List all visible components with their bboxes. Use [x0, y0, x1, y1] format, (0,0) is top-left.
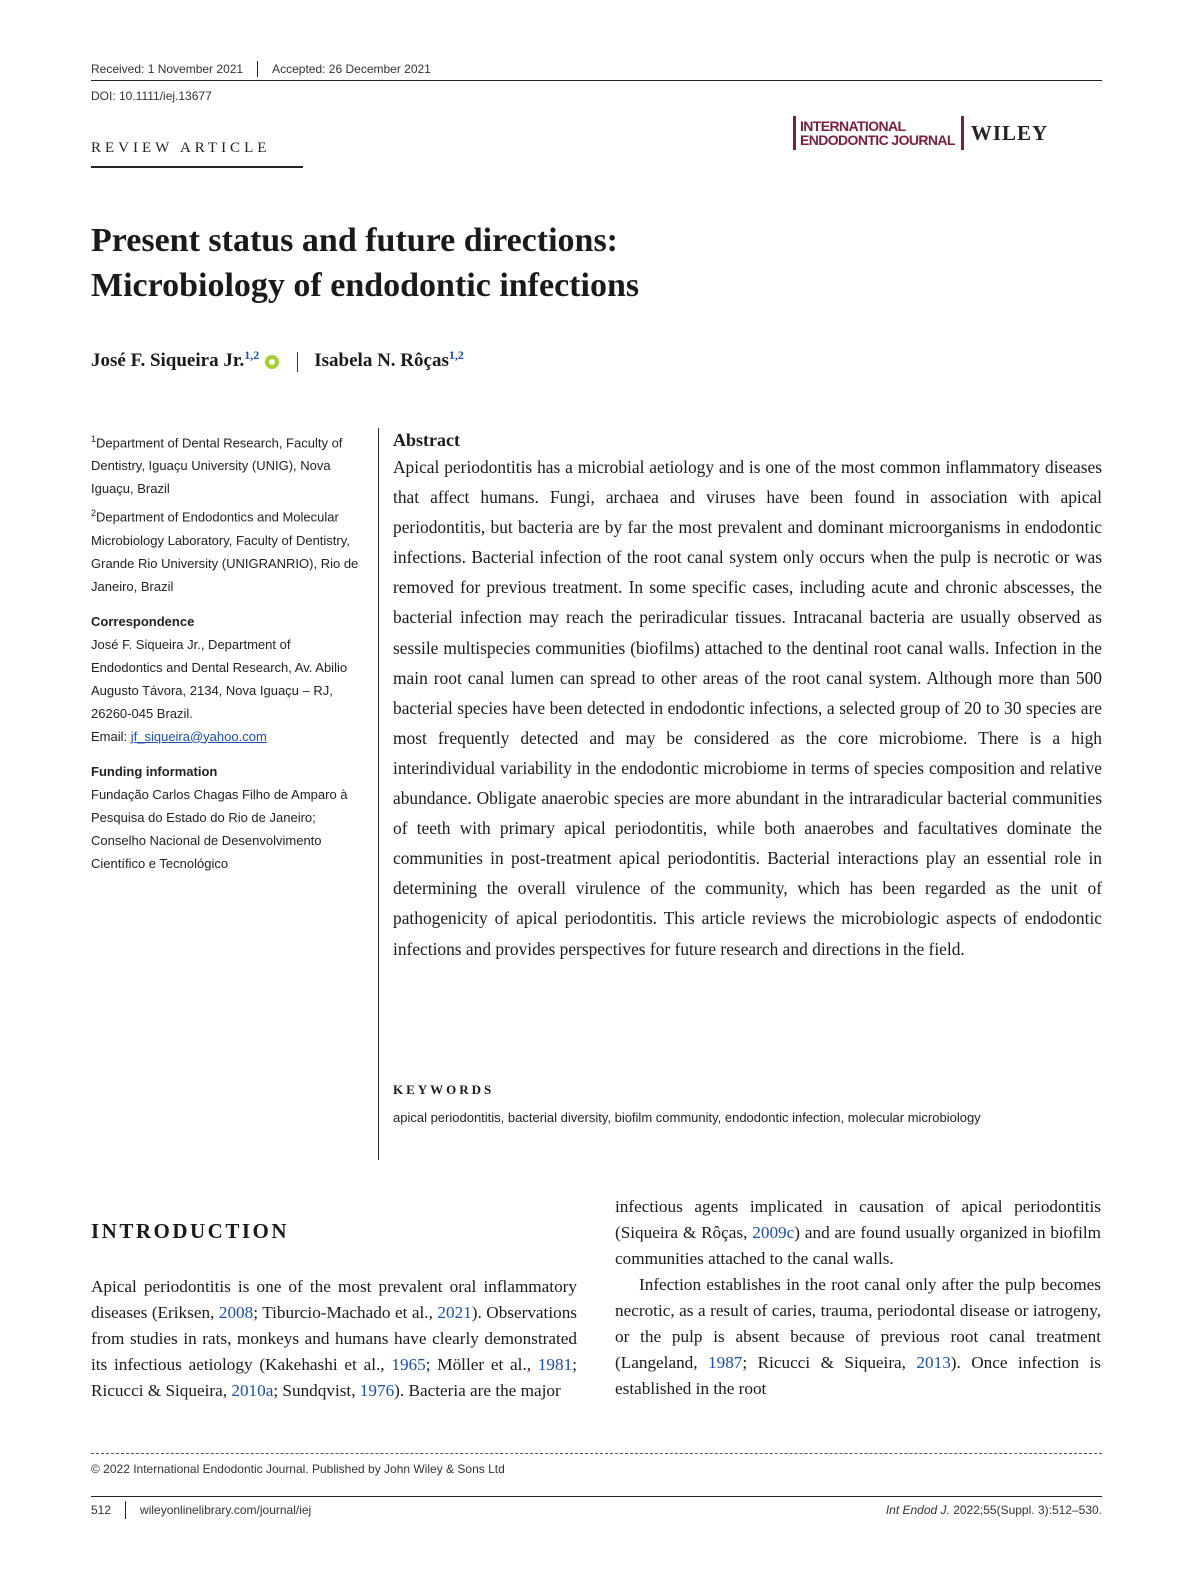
introduction-heading: INTRODUCTION [91, 1219, 290, 1243]
accepted-date: Accepted: 26 December 2021 [272, 62, 431, 76]
logo-bar [793, 116, 796, 150]
publication-dates [91, 61, 431, 77]
citation-details: 2022;55(Suppl. 3):512–530. [949, 1503, 1102, 1517]
citation-link[interactable]: 2021 [437, 1303, 472, 1322]
author-affiliation-marker[interactable]: 1,2 [244, 348, 260, 362]
column-divider [378, 428, 379, 1160]
citation-link[interactable]: 1965 [391, 1355, 426, 1374]
front-matter-sidebar [91, 428, 361, 875]
text-run: ; Ricucci & Siqueira, [91, 1355, 577, 1400]
citation-link[interactable]: 2009c [752, 1223, 795, 1242]
publisher-logo: WILEY [970, 120, 1049, 145]
citation-link[interactable]: 1987 [708, 1353, 743, 1372]
text-run: ; Tiburcio-Machado et al., [253, 1303, 438, 1322]
article-type-underline [91, 166, 303, 168]
journal-name-line2: ENDODONTIC JOURNAL [800, 132, 955, 148]
citation-link[interactable]: 1976 [359, 1381, 395, 1400]
copyright-notice: © 2022 International Endodontic Journal. Published by John Wiley & Sons Ltd [91, 1462, 505, 1476]
author-name[interactable]: Isabela N. Rôças [314, 350, 449, 371]
funding-text: Fundação Carlos Chagas Filho de Amparo à Pesquisa do Estado do Rio de Janeiro; Conselho Nacional de Desenvolvimento Científico e Tecnológico [91, 786, 348, 871]
email-link[interactable]: jf_siqueira@yahoo.com [130, 728, 267, 744]
author-affiliation-marker[interactable]: 1,2 [448, 348, 464, 362]
citation-journal: Int Endod J. [885, 1503, 950, 1517]
journal-url[interactable]: wileyonlinelibrary.com/journal/iej [140, 1503, 312, 1517]
date-divider [257, 61, 258, 77]
article-type: REVIEW ARTICLE [91, 140, 271, 156]
affiliation [91, 428, 361, 500]
funding-heading: Funding information [91, 763, 218, 779]
author-list [91, 350, 464, 372]
affiliation-text: Department of Endodontics and Molecular Microbiology Laboratory, Faculty of Dentistry, Grande Rio University (UNIGRANRIO), Rio de Janeiro, Brazil [91, 509, 359, 594]
paragraph [91, 1274, 577, 1404]
abstract-heading: Abstract [393, 430, 460, 450]
citation-link[interactable]: 2008 [218, 1303, 254, 1322]
doi[interactable]: DOI: 10.1111/iej.13677 [91, 89, 212, 103]
text-run: ). Once infection is established in the root [615, 1353, 1101, 1398]
footnote-rule [91, 1453, 1102, 1454]
title-line2: Microbiology of endodontic infections [91, 267, 640, 304]
text-run: Infection establishes in the root canal only after the pulp becomes necrotic, as a result of caries, trauma, periodontal disease or iatrogeny, or the pulp is absent because of previous root canal treatment (Langeland, [615, 1275, 1101, 1372]
citation-link[interactable]: 1981 [537, 1355, 573, 1374]
keywords-heading: KEYWORDS [393, 1082, 495, 1097]
footer-rule [91, 1496, 1102, 1497]
page-number: 512 [91, 1503, 112, 1517]
paragraph [615, 1194, 1101, 1272]
affiliation-number: 1 [91, 434, 97, 444]
author-name[interactable]: José F. Siqueira Jr. [91, 350, 245, 371]
keywords-text: apical periodontitis, bacterial diversity, biofilm community, endodontic infection, molecular microbiology [393, 1110, 981, 1125]
journal-name-line1: INTERNATIONAL [800, 118, 906, 134]
paragraph [615, 1272, 1101, 1402]
orcid-icon[interactable] [265, 355, 279, 369]
text-run: Apical periodontitis is one of the most prevalent oral inflammatory diseases (Eriksen, [91, 1277, 577, 1322]
text-run: ) and are found usually organized in biofilm communities attached to the canal walls. [615, 1223, 1101, 1268]
text-run: ; Sundqvist, [273, 1381, 360, 1400]
text-run: infectious agents implicated in causation of apical periodontitis (Siqueira & Rôças, [615, 1197, 1101, 1242]
correspondence-text: José F. Siqueira Jr., Department of Endodontics and Dental Research, Av. Abilio Augusto Távora, 2134, Nova Iguaçu – RJ, 26260-045 Brazil. [91, 636, 348, 721]
text-run: ; Ricucci & Siqueira, [742, 1353, 917, 1372]
journal-name [800, 119, 955, 147]
abstract [393, 428, 1102, 964]
received-date: Received: 1 November 2021 [91, 62, 244, 76]
text-run: ). Bacteria are the major [394, 1381, 561, 1400]
author-divider [297, 352, 298, 372]
text-run: ; Möller et al., [425, 1355, 538, 1374]
citation-link[interactable]: 2013 [916, 1353, 951, 1372]
affiliation-text: Department of Dental Research, Faculty of Dentistry, Iguaçu University (UNIG), Nova Iguaçu, Brazil [91, 435, 343, 497]
affiliation [91, 502, 361, 597]
logo-divider [961, 116, 964, 150]
text-run: ). Observations from studies in rats, monkeys and humans have clearly demonstrated its infectious aetiology (Kakehashi et al., [91, 1303, 577, 1374]
article-title [91, 218, 1091, 308]
abstract-text: Apical periodontitis has a microbial aetiology and is one of the most common inflammatory diseases that affect humans. Fungi, archaea and viruses have been found in association with apical periodontitis, but bacteria are by far the most prevalent and dominant microorganisms in endodontic infections. Bacterial infection of the root canal system only occurs when the pulp is necrotic or was removed for previous treatment. In some specific cases, including acute and chronic abscesses, the bacterial infection may reach the periradicular tissues. Intracanal bacteria are usually observed as sessile multispecies communities (biofilms) attached to the dentinal root canal walls. Infection in the main root canal lumen can spread to other areas of the root canal system. Although more than 500 bacterial species have been detected in endodontic infections, a selected group of 20 to 30 species are most frequently detected and may be considered as the core microbiome. There is a high interindividual variability in the endodontic microbiome in terms of species composition and relative abundance. Obligate anaerobic species are more abundant in the intraradicular bacterial communities of teeth with primary apical periodontitis, while both anaerobes and facultatives dominate the communities in post-treatment apical periodontitis. Bacterial interactions play an essential role in determining the overall virulence of the community, which has been regarded as the unit of pathogenicity of apical periodontitis. This article reviews the microbiologic aspects of endodontic infections and provides perspectives for future research and directions in the field. [393, 457, 1102, 959]
affiliation-number: 2 [91, 508, 97, 519]
footer-divider [125, 1501, 126, 1519]
body-column-right [615, 1194, 1101, 1402]
body-column-left [91, 1274, 577, 1404]
header-rule [91, 80, 1102, 81]
citation-link[interactable]: 2010a [231, 1381, 274, 1400]
citation-line [886, 1503, 1102, 1517]
email-label: Email: [91, 728, 131, 744]
title-line1: Present status and future directions: [91, 222, 618, 259]
page-footer [91, 1501, 1102, 1519]
journal-logo [793, 116, 1048, 150]
correspondence-heading: Correspondence [91, 613, 195, 629]
correspondence-email-line [91, 725, 361, 748]
